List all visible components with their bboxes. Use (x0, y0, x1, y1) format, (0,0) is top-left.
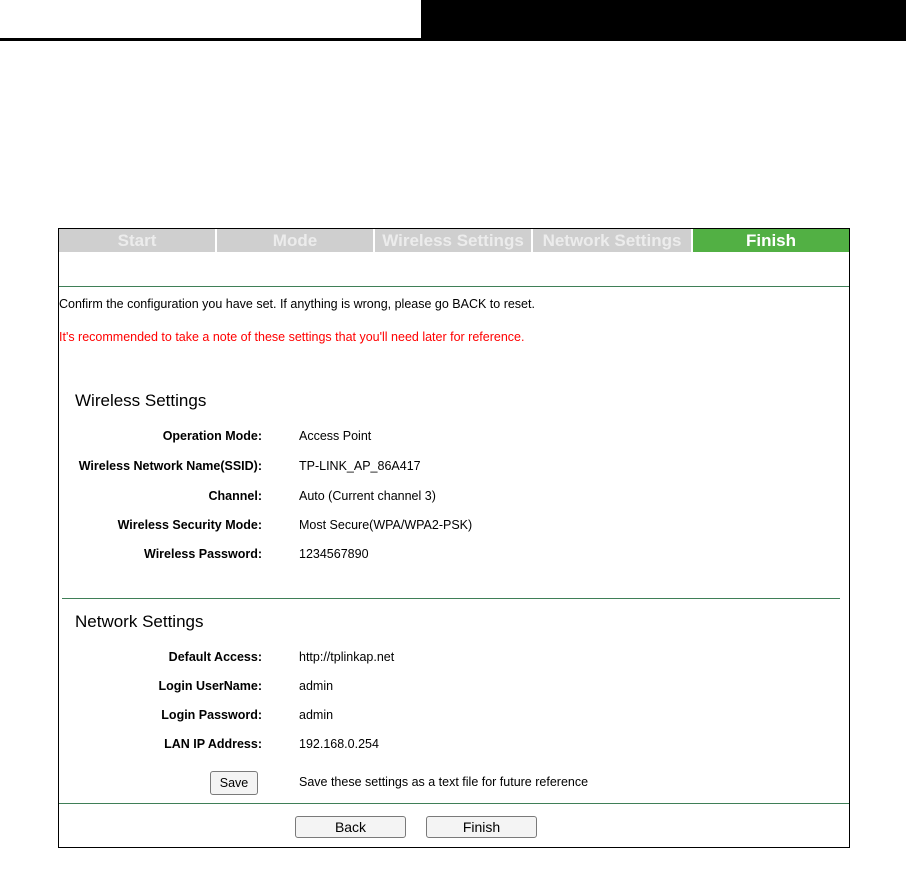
step-network-settings: Network Settings (533, 229, 693, 252)
row-value: admin (299, 679, 334, 693)
divider-bottom (59, 803, 849, 804)
divider-top (59, 286, 849, 287)
wireless-settings-title: Wireless Settings (75, 391, 207, 410)
row-value: Most Secure(WPA/WPA2-PSK) (299, 518, 473, 532)
save-button[interactable]: Save (210, 771, 258, 795)
header-black-bar (421, 0, 906, 41)
wizard-steps (59, 229, 849, 252)
finish-button[interactable]: Finish (426, 816, 537, 838)
row-value: Auto (Current channel 3) (299, 489, 436, 503)
row-value: TP-LINK_AP_86A417 (299, 459, 421, 473)
recommend-message: It's recommended to take a note of these settings that you'll need later for reference. (59, 330, 525, 344)
back-button[interactable]: Back (295, 816, 406, 838)
step-finish: Finish (693, 229, 849, 252)
row-label: Login Password: (161, 708, 262, 722)
row-label: Default Access: (168, 650, 262, 664)
row-label: Wireless Security Mode: (117, 518, 262, 532)
row-label: Operation Mode: (162, 429, 262, 443)
confirm-message: Confirm the configuration you have set. If anything is wrong, please go BACK to reset. (59, 297, 535, 311)
header-underline (0, 38, 421, 41)
divider-middle (62, 598, 840, 599)
row-label: LAN IP Address: (164, 737, 262, 751)
quick-setup-panel (58, 228, 850, 848)
row-value: admin (299, 708, 334, 722)
step-wireless-settings: Wireless Settings (375, 229, 533, 252)
row-value: http://tplinkap.net (299, 650, 395, 664)
row-value: 192.168.0.254 (299, 737, 379, 751)
row-value: 1234567890 (299, 547, 369, 561)
row-label: Login UserName: (158, 679, 262, 693)
row-label: Wireless Network Name(SSID): (78, 459, 262, 473)
row-label: Wireless Password: (144, 547, 262, 561)
step-start: Start (59, 229, 217, 252)
step-mode: Mode (217, 229, 375, 252)
row-value: Access Point (299, 429, 372, 443)
row-label: Channel: (208, 489, 262, 503)
network-settings-title: Network Settings (75, 612, 204, 631)
save-note: Save these settings as a text file for future reference (299, 775, 589, 789)
